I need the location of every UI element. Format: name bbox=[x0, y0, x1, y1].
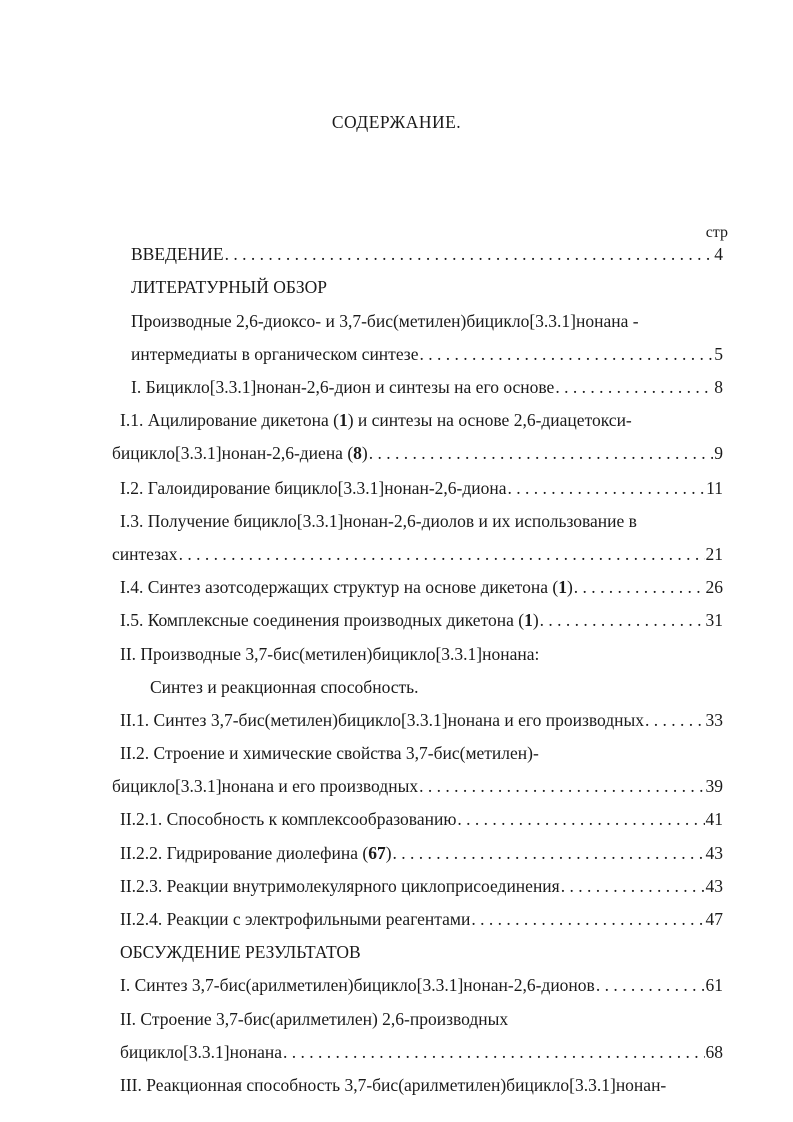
toc-entry[interactable] bbox=[120, 709, 723, 731]
toc-entry-text: II.2.1. Способность к комплексообразованию bbox=[120, 809, 457, 829]
leader-dots bbox=[283, 1041, 704, 1063]
leader-dots bbox=[225, 243, 714, 265]
toc-entry-page: 43 bbox=[705, 843, 723, 863]
toc-entry-page: 5 bbox=[714, 344, 723, 364]
toc-entry[interactable] bbox=[120, 808, 723, 830]
leader-dots bbox=[369, 442, 714, 464]
toc-entry[interactable] bbox=[131, 343, 723, 365]
compound-number: 8 bbox=[353, 443, 362, 463]
toc-entry-text: II. Строение 3,7-бис(арилметилен) 2,6-производных bbox=[120, 1009, 509, 1029]
leader-dots bbox=[393, 842, 705, 864]
toc-entry[interactable] bbox=[131, 243, 723, 265]
toc-entry-text: I.2. Галоидирование бицикло[3.3.1]нонан-2,6-диона bbox=[120, 478, 507, 498]
toc-entry-text: бицикло[3.3.1]нонана и его производных bbox=[112, 776, 419, 796]
toc-entry-text: II.1. Синтез 3,7-бис(метилен)бицикло[3.3.1]нонана и его производных bbox=[120, 710, 645, 730]
toc-entry-text: I.4. Синтез азотсодержащих структур на основе дикетона (1) bbox=[120, 577, 573, 597]
toc-entry-page: 41 bbox=[705, 809, 723, 829]
leader-dots bbox=[596, 974, 705, 996]
toc-entry-text: бицикло[3.3.1]нонана bbox=[120, 1042, 283, 1062]
page-title: СОДЕРЖАНИЕ. bbox=[331, 112, 462, 132]
toc-entry-text: II.2.4. Реакции с электрофильными реагентами bbox=[120, 909, 471, 929]
toc-entry[interactable] bbox=[120, 576, 723, 598]
toc-entry-page: 8 bbox=[714, 377, 723, 397]
toc-entry-text: Синтез и реакционная способность. bbox=[150, 677, 419, 697]
toc-entry-text: интермедиаты в органическом синтезе bbox=[131, 344, 419, 364]
toc-entry-page: 11 bbox=[706, 478, 723, 498]
toc-entry-page: 26 bbox=[705, 577, 723, 597]
toc-entry-page: 43 bbox=[705, 876, 723, 896]
toc-entry-text: бицикло[3.3.1]нонан-2,6-диена (8) bbox=[112, 443, 368, 463]
leader-dots bbox=[561, 875, 705, 897]
leader-dots bbox=[419, 775, 704, 797]
toc-entry-text: I. Бицикло[3.3.1]нонан-2,6-дион и синтезы на его основе bbox=[131, 377, 555, 397]
toc-entry-text: II.2.2. Гидрирование диолефина (67) bbox=[120, 843, 392, 863]
leader-dots bbox=[540, 609, 705, 631]
toc-entry-text: I.1. Ацилирование дикетона (1) и синтезы на основе 2,6-диацетокси- bbox=[120, 410, 632, 430]
toc-entry-text: III. Реакционная способность 3,7-бис(арилметилен)бицикло[3.3.1]нонан- bbox=[120, 1075, 667, 1095]
toc-entry-text: ВВЕДЕНИЕ bbox=[131, 244, 224, 264]
toc-entry[interactable] bbox=[120, 477, 723, 499]
toc-entry-page: 4 bbox=[714, 244, 723, 264]
toc-entry-text: Производные 2,6-диоксо- и 3,7-бис(метилен)бицикло[3.3.1]нонана - bbox=[131, 311, 639, 331]
toc-entry[interactable] bbox=[112, 775, 723, 797]
toc-entry-text: синтезах bbox=[112, 544, 178, 564]
compound-number: 1 bbox=[338, 410, 348, 430]
toc-entry[interactable] bbox=[120, 974, 723, 996]
leader-dots bbox=[555, 376, 713, 398]
toc-entry[interactable] bbox=[112, 442, 723, 464]
toc-entry-page: 21 bbox=[705, 544, 723, 564]
leader-dots bbox=[457, 808, 704, 830]
compound-number: 1 bbox=[524, 610, 533, 630]
toc-entry-page: 47 bbox=[705, 909, 723, 929]
toc-entry-text: I.5. Комплексные соединения производных дикетона (1) bbox=[120, 610, 539, 630]
toc-entry-text: I.3. Получение бицикло[3.3.1]нонан-2,6-диолов и их использование в bbox=[120, 511, 637, 531]
section-heading: ЛИТЕРАТУРНЫЙ ОБЗОР bbox=[131, 277, 328, 297]
toc-entry-page: 31 bbox=[705, 610, 723, 630]
toc-entry-text: I. Синтез 3,7-бис(арилметилен)бицикло[3.3.1]нонан-2,6-дионов bbox=[120, 975, 595, 995]
toc-entry[interactable] bbox=[112, 543, 723, 565]
toc-entry[interactable] bbox=[120, 609, 723, 631]
leader-dots bbox=[574, 576, 705, 598]
leader-dots bbox=[645, 709, 704, 731]
toc-entry[interactable] bbox=[131, 376, 723, 398]
toc-entry-page: 61 bbox=[705, 975, 723, 995]
toc-entry-page: 33 bbox=[705, 710, 723, 730]
toc-entry[interactable] bbox=[120, 908, 723, 930]
toc-entry-page: 39 bbox=[705, 776, 723, 796]
toc-entry-text: II. Производные 3,7-бис(метилен)бицикло[3.3.1]нонана: bbox=[120, 644, 540, 664]
toc-entry-page: 9 bbox=[714, 443, 723, 463]
toc-entry-page: 68 bbox=[705, 1042, 723, 1062]
section-heading: ОБСУЖДЕНИЕ РЕЗУЛЬТАТОВ bbox=[120, 942, 361, 962]
leader-dots bbox=[419, 343, 713, 365]
toc-entry[interactable] bbox=[120, 1041, 723, 1063]
compound-number: 1 bbox=[558, 577, 567, 597]
leader-dots bbox=[179, 543, 705, 565]
leader-dots bbox=[471, 908, 704, 930]
page-column-label: стр bbox=[705, 224, 728, 241]
toc-entry[interactable] bbox=[120, 875, 723, 897]
compound-number: 67 bbox=[368, 843, 386, 863]
toc-entry-text: II.2.3. Реакции внутримолекулярного циклоприсоединения bbox=[120, 876, 560, 896]
toc-entry-text: II.2. Строение и химические свойства 3,7-бис(метилен)- bbox=[120, 743, 539, 763]
leader-dots bbox=[508, 477, 706, 499]
toc-entry[interactable] bbox=[120, 842, 723, 864]
